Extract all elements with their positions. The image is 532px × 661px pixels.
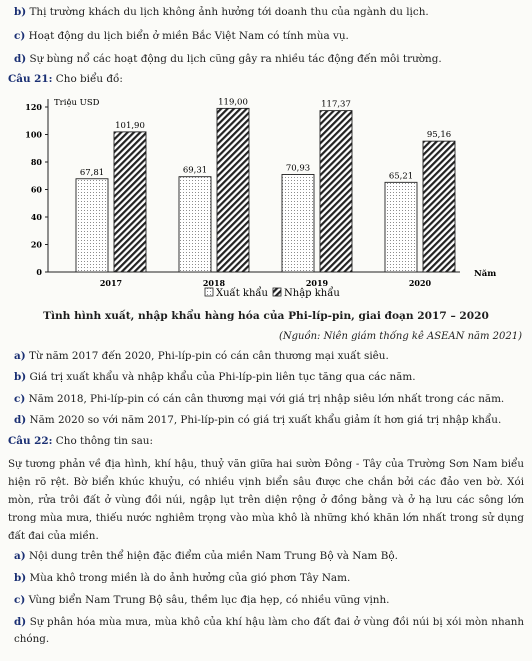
- y-tick-label: 60: [30, 184, 42, 195]
- option-text: Thị trường khách du lịch không ảnh hưởng tới doanh thu của ngành du lịch.: [29, 6, 429, 18]
- bar-import: [217, 108, 249, 272]
- bar-import: [114, 132, 146, 272]
- y-tick-label: 40: [30, 212, 42, 222]
- bar-value-label: 95,16: [426, 130, 452, 141]
- question-label: Câu 21:: [8, 73, 53, 85]
- question-text: Cho biểu đồ:: [55, 73, 123, 85]
- y-tick-label: 0: [36, 267, 42, 277]
- x-tick-label: 2020: [408, 278, 432, 288]
- option-text: Sự phân hóa mùa mưa, mùa khô của khí hậu làm cho đất đai ở vùng đồi núi bị xói mòn nhanh chóng.: [14, 616, 524, 645]
- y-tick-label: 100: [25, 129, 42, 140]
- legend-swatch-export: [205, 288, 213, 296]
- y-tick-label: 80: [30, 157, 42, 167]
- bar-value-label: 70,93: [285, 163, 311, 174]
- x-tick-label: 2017: [99, 278, 123, 288]
- option-text: Nội dung trên thể hiện đặc điểm của miền Nam Trung Bộ và Nam Bộ.: [28, 550, 398, 562]
- bar-export: [76, 179, 108, 272]
- option-text: Giá trị xuất khẩu và nhập khẩu của Phi-líp-pin liên tục tăng qua các năm.: [29, 371, 416, 383]
- option-letter: b): [14, 572, 27, 584]
- question-label: Câu 22:: [8, 435, 53, 447]
- option-c-prev: [14, 30, 349, 42]
- q22-option-b: [14, 572, 350, 584]
- option-text: Vùng biển Nam Trung Bộ sâu, thềm lục địa hẹp, có nhiều vũng vịnh.: [28, 594, 390, 606]
- bar-export: [385, 182, 417, 272]
- q21-option-a: [14, 350, 389, 362]
- bar-value-label: 67,81: [79, 167, 105, 178]
- question-text: Cho thông tin sau:: [55, 435, 153, 447]
- q22-option-d: [14, 614, 524, 648]
- q21-option-b: [14, 371, 416, 383]
- bar-value-label: 69,31: [182, 165, 208, 176]
- option-d-prev: [14, 53, 442, 65]
- option-text: Năm 2020 so với năm 2017, Phi-líp-pin có giá trị xuất khẩu giảm ít hơn giá trị nhập khẩu.: [29, 414, 502, 426]
- bar-export: [282, 174, 314, 272]
- x-tick-label: 2018: [202, 278, 226, 288]
- q22-paragraph: Sự tương phản về địa hình, khí hậu, thuỷ văn giữa hai sườn Đông - Tây của Trường Sơn Nam biểu hiện rõ rệt. Bờ biển khúc khuỷu, có nhiều vịnh biển sâu được che chắn bởi các đảo ven bờ. Xói mòn, rửa trôi đất ở vùng đồi núi, ngập lụt trên diện rộng ở đồng bằng và ở hạ lưu các sông lớn trong mùa mưa, thiếu nước nghiêm trọng vào mùa khô là những khó khăn lớn nhất trong sử dụng đất đai của miền.: [8, 458, 524, 542]
- import-export-chart: [20, 92, 520, 302]
- x-tick-label: 2019: [305, 278, 329, 288]
- y-tick-label: 120: [25, 102, 42, 112]
- bar-value-label: 65,21: [388, 171, 414, 182]
- option-letter: c): [14, 393, 26, 405]
- option-letter: d): [14, 616, 27, 628]
- legend-label: Nhập khẩu: [284, 288, 340, 299]
- legend-label: Xuất khẩu: [216, 288, 268, 299]
- option-text: Từ năm 2017 đến 2020, Phi-líp-pin có cán cân thương mại xuất siêu.: [28, 350, 389, 362]
- option-text: Năm 2018, Phi-líp-pin có cán cân thương mại với giá trị nhập siêu lớn nhất trong các năm.: [28, 393, 505, 405]
- option-letter: b): [14, 371, 27, 383]
- option-letter: c): [14, 30, 26, 42]
- option-text: Hoạt động du lịch biển ở miền Bắc Việt Nam có tính mùa vụ.: [28, 30, 349, 42]
- q21-option-d: [14, 414, 501, 426]
- option-b-prev: [14, 6, 429, 18]
- q22-option-a: [14, 550, 398, 562]
- x-axis-label: Năm: [474, 269, 497, 279]
- y-tick-label: 20: [30, 239, 42, 250]
- bar-import: [320, 111, 352, 272]
- y-axis-label: Triệu USD: [54, 98, 100, 108]
- q22-option-c: [14, 594, 389, 606]
- option-letter: a): [14, 350, 26, 362]
- legend-swatch-import: [273, 288, 281, 296]
- option-text: Mùa khô trong miền là do ảnh hưởng của gió phơn Tây Nam.: [29, 572, 351, 584]
- option-text: Sự bùng nổ các hoạt động du lịch cũng gây ra nhiều tác động đến môi trường.: [29, 53, 442, 65]
- bar-export: [179, 177, 211, 272]
- bar-import: [423, 141, 455, 272]
- bar-value-label: 119,00: [218, 97, 248, 108]
- option-letter: b): [14, 6, 27, 18]
- chart-caption: Tình hình xuất, nhập khẩu hàng hóa của Phi-líp-pin, giai đoạn 2017 – 2020: [43, 310, 489, 322]
- option-letter: d): [14, 53, 27, 65]
- option-letter: c): [14, 594, 26, 606]
- chart-source: (Nguồn: Niên giám thống kê ASEAN năm 2021): [279, 331, 522, 342]
- question-22-header: [8, 435, 153, 447]
- option-letter: a): [14, 550, 26, 562]
- question-21-header: [8, 73, 123, 85]
- q21-option-c: [14, 393, 504, 405]
- bar-value-label: 101,90: [115, 120, 145, 131]
- option-letter: d): [14, 414, 27, 426]
- bar-value-label: 117,37: [321, 99, 351, 110]
